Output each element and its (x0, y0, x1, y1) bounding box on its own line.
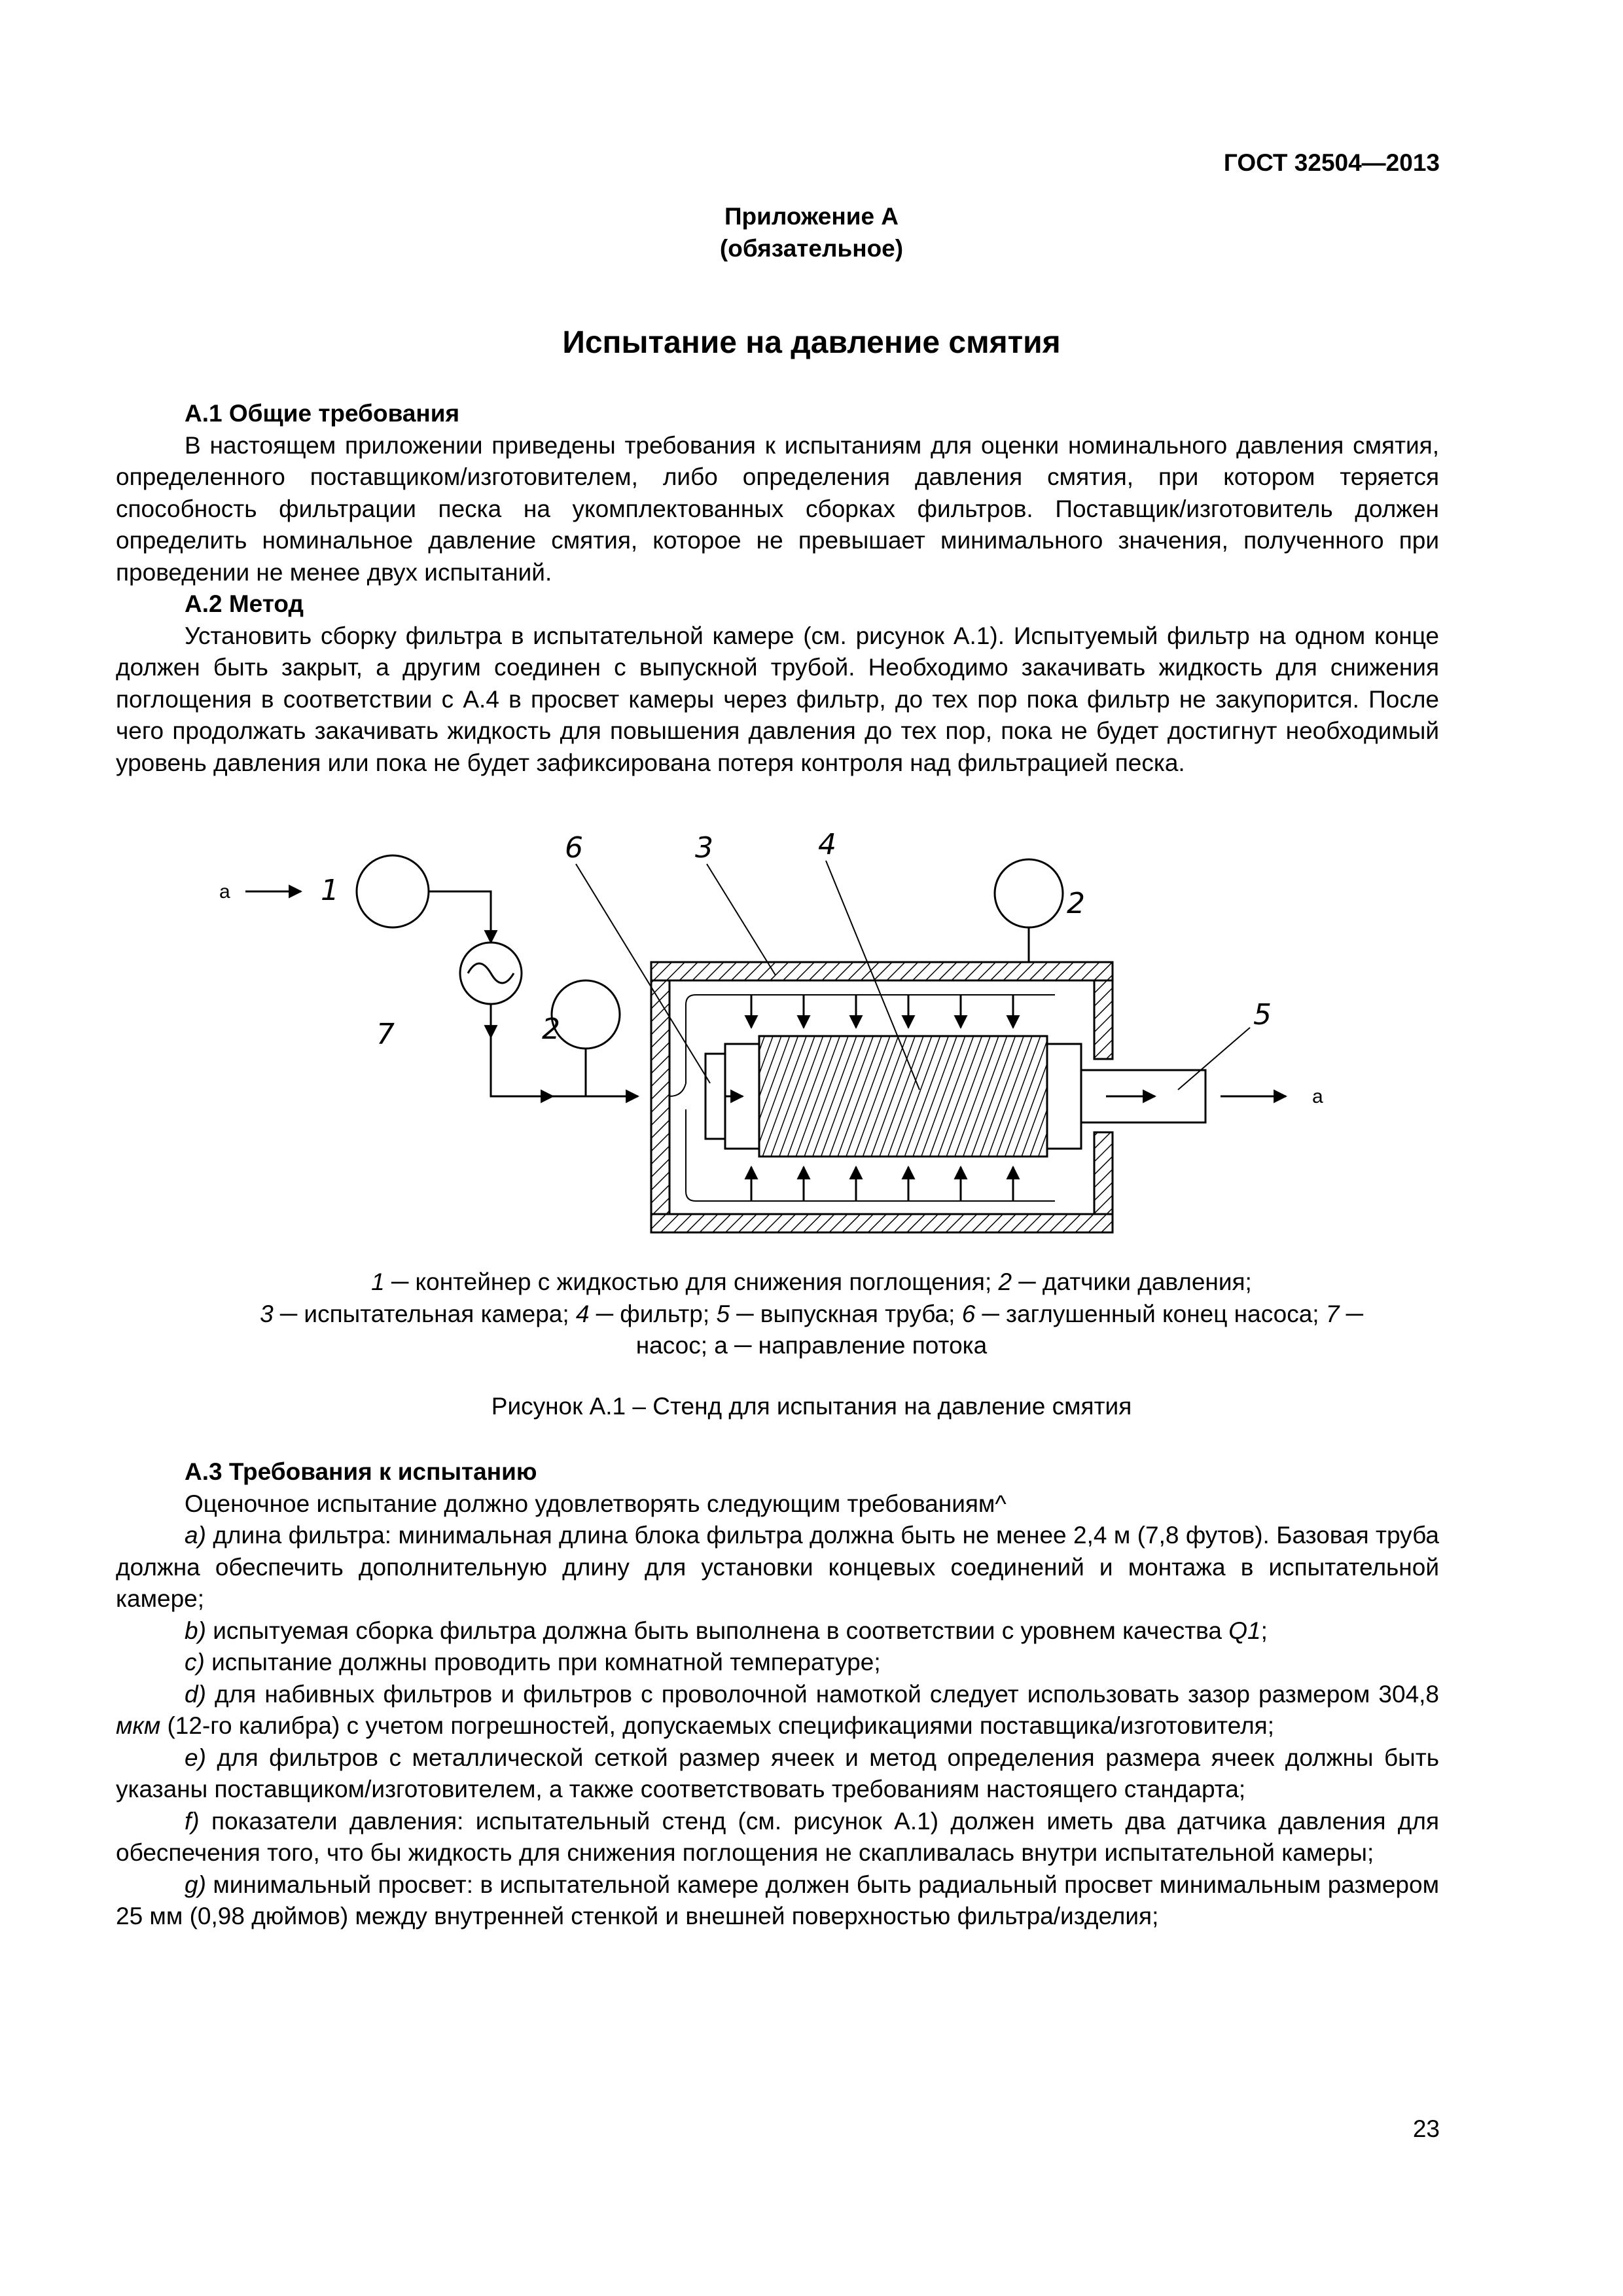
label-3: 3 (695, 831, 713, 865)
annex-title: Приложение А (724, 203, 899, 230)
label-4: 4 (818, 828, 836, 861)
sections-a1-a2 (116, 398, 1439, 779)
outlet-pipe (1081, 1070, 1323, 1122)
legend-line-1: 1 ─ контейнер с жидкостью для снижения поглощения; 2 ─ датчики давления; (371, 1268, 1252, 1295)
label-1: 1 (321, 874, 339, 907)
pressure-gauge-chamber (995, 859, 1063, 927)
inlet-flow (219, 881, 301, 903)
requirement-item: d) для набивных фильтров и фильтров с проволочной намоткой следует использовать зазор размером 304,8 мкм (12-го калибра) с учетом погрешностей, допускаемых спецификациями поставщика/изготовителя; (116, 1680, 1440, 1739)
flow-label-outlet: a (1312, 1086, 1323, 1107)
figure-legend (0, 1266, 1623, 1362)
label-6: 6 (565, 831, 583, 865)
section-a3-intro: Оценочное испытание должно удовлетворять следующим требованиям^ (185, 1490, 1007, 1517)
requirement-item: с) испытание должны проводить при комнатной температуре; (185, 1649, 881, 1676)
section-a3 (116, 1456, 1439, 1933)
filter (705, 1036, 1081, 1157)
section-a2-heading: А.2 Метод (185, 590, 304, 617)
pressure-gauge-inlet (552, 980, 620, 1049)
figure-title: Рисунок А.1 – Стенд для испытания на давление смятия (491, 1393, 1132, 1420)
label-5: 5 (1253, 998, 1272, 1031)
legend-line-3: насос; а ─ направление потока (635, 1332, 988, 1359)
flow-label-inlet: a (219, 881, 230, 903)
label-7: 7 (376, 1018, 395, 1051)
label-2-chamber: 2 (1067, 887, 1085, 920)
label-2-inlet: 2 (542, 1013, 560, 1046)
requirement-item: f) показатели давления: испытательный стенд (см. рисунок А.1) должен иметь два датчика давления для обеспечения того, что бы жидкость для снижения поглощения не скапливалась внутри испытательной камеры; (116, 1807, 1440, 1866)
section-a1-paragraph: В настоящем приложении приведены требования к испытаниям для оценки номинального давления смятия, определенного поставщиком/изготовителем, либо определения давления смятия, при котором теряется способность фильтрации песка на укомплектованных сборках фильтров. Поставщик/изготовитель должен определить номинальное давление смятия, которое не превышает минимального значения, полученного при проведении не менее двух испытаний. (116, 431, 1439, 586)
main-title: Испытание на давление смятия (562, 325, 1061, 360)
annex-heading (0, 200, 1623, 264)
annex-status: (обязательное) (719, 235, 904, 262)
legend-line-2: 3 ─ испытательная камера; 4 ─ фильтр; 5 ─ выпускная труба; 6 ─ заглушенный конец насоса; 7 ─ (260, 1300, 1363, 1327)
requirement-item: а) длина фильтра: минимальная длина блока фильтра должна быть не менее 2,4 м (7,8 футов). Базовая труба должна обеспечить дополнительную длину для установки концевых соединений и монтажа в испытательной камере; (116, 1522, 1440, 1612)
requirement-item: е) для фильтров с металлической сеткой размер ячеек и метод определения размера ячеек должны быть указаны поставщиком/изготовителем, а также соответствовать требованиям настоящего стандарта; (116, 1744, 1439, 1803)
requirement-item: b) испытуемая сборка фильтра должна быть выполнена в соответствии с уровнем качества Q1; (185, 1617, 1268, 1644)
requirement-item: g) минимальный просвет: в испытательной камере должен быть радиальный просвет минимальным размером 25 мм (0,98 дюймов) между внутренней стенкой и внешней поверхностью фильтра/изделия; (116, 1871, 1440, 1929)
section-a3-heading: А.3 Требования к испытанию (185, 1458, 537, 1485)
document-id: ГОСТ 32504—2013 (1223, 149, 1440, 176)
test-stand-diagram (196, 828, 1374, 1247)
fluid-container (357, 855, 429, 927)
flow-arrows-bottom (751, 1167, 1013, 1201)
page-number: 23 (1412, 2115, 1440, 2142)
section-a1-heading: А.1 Общие требования (185, 400, 460, 427)
section-a2-paragraph: Установить сборку фильтра в испытательной камере (см. рисунок А.1). Испытуемый фильтр на одном конце должен быть закрыт, а другим соединен с выпускной трубой. Необходимо закачивать жидкость для снижения поглощения в соответствии с А.4 в просвет камеры через фильтр, до тех пор пока фильтр не закупорится. После чего продолжать закачивать жидкость для повышения давления до тех пор, пока не будет достигнут необходимый уровень давления или пока не будет зафиксирована потеря контроля над фильтрацией песка. (116, 622, 1439, 776)
